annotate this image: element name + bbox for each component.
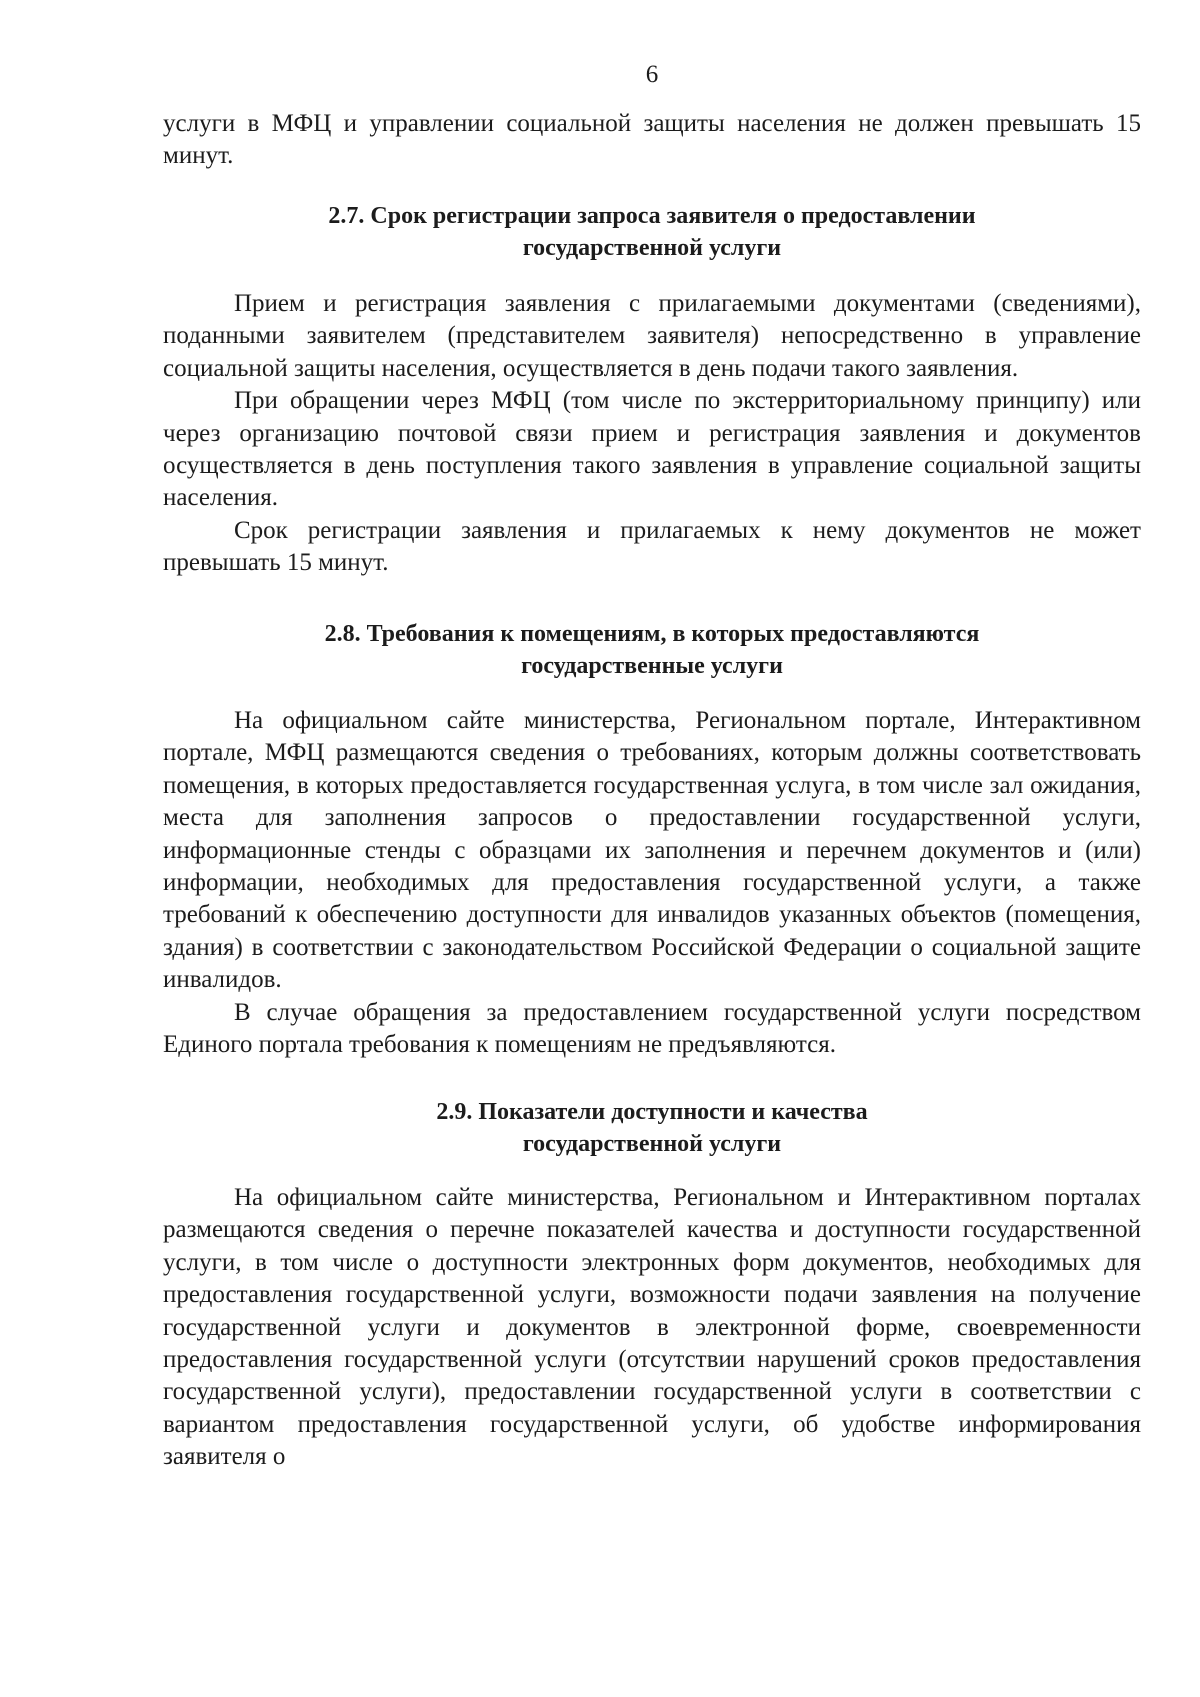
section-2-9-heading (163, 1096, 1141, 1160)
body-paragraph: Прием и регистрация заявления с прилагаемыми документами (сведениями), поданными заявителем (представителем заявителя) непосредственно в управление социальной защиты населения, осуществляется в день подачи такого заявления. (163, 290, 1141, 382)
section-heading-line: 2.7. Срок регистрации запроса заявителя о предоставлении (328, 203, 976, 229)
body-paragraph: При обращении через МФЦ (том числе по экстерриториальному принципу) или через организацию почтовой связи прием и регистрация заявления и документов осуществляется в день поступления такого заявления в управление социальной защиты населения. (163, 387, 1141, 512)
page-number: 6 (645, 61, 659, 88)
section-2-8-body (163, 705, 1141, 1061)
body-paragraph: На официальном сайте министерства, Региональном и Интерактивном порталах размещаются сведения о перечне показателей качества и доступности государственной услуги, в том числе о доступности электронных форм документов, необходимых для предоставления государственной услуги, возможности подачи заявления на получение государственной услуги и документов в электронной форме, своевременности предоставления государственной услуги (отсутствии нарушений сроков предоставления государственной услуги), предоставлении государственной услуги в соответствии с вариантом предоставления государственной услуги, об удобстве информирования заявителя о (163, 1184, 1141, 1471)
section-heading-line: государственной услуги (522, 235, 782, 261)
body-paragraph: На официальном сайте министерства, Региональном портале, Интерактивном портале, МФЦ размещаются сведения о требованиях, которым должны соответствовать помещения, в которых предоставляется государственная услуга, в том числе зал ожидания, места для заполнения запросов о предоставлении государственной услуги, информационные стенды с образцами их заполнения и перечнем документов и (или) информации, необходимых для предоставления государственной услуги, а также требований к обеспечению доступности для инвалидов указанных объектов (помещения, здания) в соответствии с законодательством Российской Федерации о социальной защите инвалидов. (163, 707, 1141, 994)
section-heading-line: государственной услуги (522, 1131, 782, 1157)
section-2-8-heading (163, 618, 1141, 682)
intro-paragraph: услуги в МФЦ и управлении социальной защиты населения не должен превышать 15 минут. (163, 110, 1141, 170)
body-paragraph: Срок регистрации заявления и прилагаемых к нему документов не может превышать 15 минут. (163, 516, 1141, 577)
section-2-9-body (163, 1182, 1141, 1474)
section-2-7-heading (163, 200, 1141, 264)
section-2-7-body (163, 288, 1141, 580)
section-heading-line: 2.8. Требования к помещениям, в которых предоставляются (324, 621, 980, 647)
body-paragraph: В случае обращения за предоставлением государственной услуги посредством Единого портала требования к помещениям не предъявляются. (163, 998, 1141, 1059)
section-heading-line: государственные услуги (521, 653, 783, 679)
intro-block (163, 108, 1141, 173)
section-heading-line: 2.9. Показатели доступности и качества (436, 1099, 868, 1125)
